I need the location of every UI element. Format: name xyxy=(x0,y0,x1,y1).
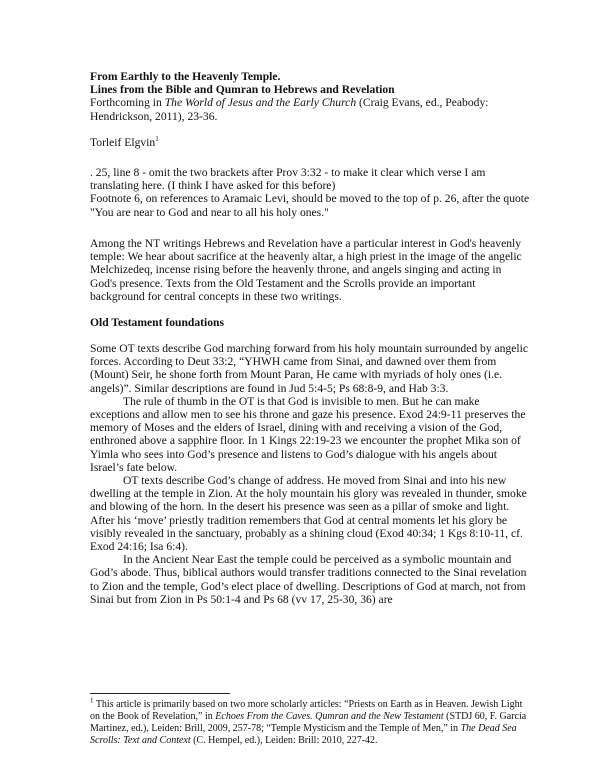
author-name: Torleif Elgvin xyxy=(90,136,156,149)
paragraph-2: The rule of thumb in the OT is that God is invisible to men. But he can make exceptions and allow men to see his throne and gaze his presence. Exod 24:9-11 preserves the memory of Moses and the elders of Israel, dining with and receiving a vision of the God, enthroned above a sapphire floor. In 1 Kings 22:19-23 we encounter the prophet Mika son of Yimla who sees into God’s presence and listens to God’s dialogue with his angels about Israel’s fate below. xyxy=(90,394,526,474)
footnote: $^1$ This article is primarily based on two more scholarly articles: “Priests on Earth as in Heaven. Jewish Light on the Book of Revelation,” in Echoes From the Caves. Qumran and the New Testament (STDJ 60, F. García Martinez, ed.), Leiden: Brill, 2009, 257-78; “Temple Mysticism and the Temple of Men,” in The Dead Sea Scrolls: Text and Context (C. Hempel, ed.), Leiden: Brill: 2010, 227-42. xyxy=(90,696,527,746)
note-line-2: Footnote 6, on references to Aramaic Levi, should be moved to the top of p. 26, after the quote "You are near to God and near to all his holy ones." xyxy=(90,192,530,219)
intro-paragraph: Among the NT writings Hebrews and Revelation have a particular interest in God's heavenly temple: We hear about sacrifice at the heavenly altar, a high priest in the image of the angelic Melchizedeq, incense rising before the heavenly throne, and angels singing and acting in God's presence. Texts from the Old Testament and the Scrolls provide an important background for central concepts in these two writings. xyxy=(90,237,522,303)
publication-note: Forthcoming in The World of Jesus and the Early Church (Craig Evans, ed., Peabody: Hendrickson, 2011), 23-36. xyxy=(90,96,489,123)
book-title: The World of Jesus and the Early Church xyxy=(164,96,357,110)
footnote-number: 1 xyxy=(90,696,94,705)
editorial-notes xyxy=(90,166,530,219)
title-line-2: Lines from the Bible and Qumran to Hebrews and Revelation xyxy=(90,83,395,97)
title-block xyxy=(90,70,530,123)
note-line-1: . 25, line 8 - omit the two brackets after Prov 3:32 - to make it clear which verse I am translating here. (I think I have asked for this before) xyxy=(90,166,486,193)
author-line xyxy=(90,136,530,149)
paragraph-3: OT texts describe God’s change of address. He moved from Sinai and into his new dwelling at the temple in Zion. At the holy mountain his glory was revealed in thunder, smoke and blowing of the horn. In the desert his presence was seen as a pillar of smoke and light. After his ‘move’ priestly tradition remembers that God at central moments let his glory be visibly revealed in the sanctuary, probably as a shining cloud (Exod 40:34; 1 Kgs 8:10-11, cf. Exod 24:16; Isa 6:4). xyxy=(90,474,527,554)
section-body xyxy=(90,342,530,606)
title-line-1: From Earthly to the Heavenly Temple. xyxy=(90,70,281,83)
paragraph-1: Some OT texts describe God marching forward from his holy mountain surrounded by angelic forces. According to Deut 33:2, “YHWH came from Sinai, and dawned over them from (Mount) Seir, he shone forth from Mount Paran, He came with myriads of holy ones (i.e. angels)”. Similar descriptions are found in Jud 5:4-5; Ps 68:8-9, and Hab 3:3. xyxy=(90,342,528,395)
footnote-marker: 1 xyxy=(155,135,159,144)
section-heading: Old Testament foundations xyxy=(90,316,225,329)
footnote-divider xyxy=(90,693,230,694)
paragraph-4: In the Ancient Near East the temple could be perceived as a symbolic mountain and God’s abode. Thus, biblical authors would transfer traditions connected to the Sinai revelation to Zion and the temple, God’s elect place of dwelling. Descriptions of God at march, not from Sinai but from Zion in Ps 50:1-4 and Ps 68 (vv 17, 25-30, 36) are xyxy=(90,553,527,606)
